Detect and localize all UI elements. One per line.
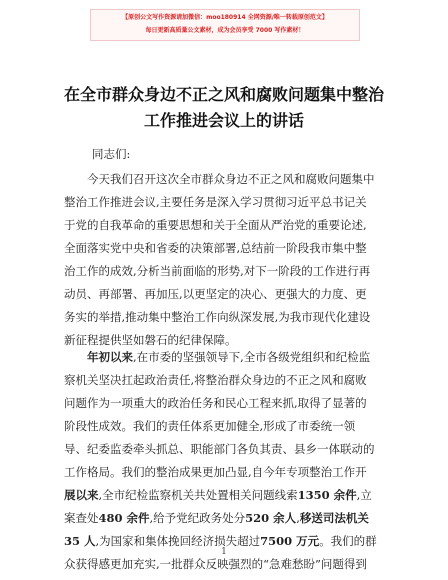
document-title [40,82,408,134]
para2-line: 察机关坚决扛起政治责任,将整治群众身边的不正之风和腐败 [64,373,367,387]
para2-line: 阶段性成效。我们的责任体系更加健全,形成了市委统一领 [64,419,356,433]
para2-text: ,在市委的坚强领导下,全市各级党组织和纪检监 [133,350,371,364]
para2-figure: 520 余人 [245,511,297,525]
para1-line: 动员、再部署、再加压,以更坚定的决心、更强大的力度、更 [64,287,367,301]
para1-line: 全面落实党中央和省委的决策部署,总结前一阶段我市集中整 [64,241,367,255]
para1-line: 新征程提供坚如磐石的纪律保障。 [64,333,237,347]
paragraph-2 [64,346,384,576]
promo-line-1: 【原创公文写作资源请加微信：moo180914 全网资源/唯一转载原创范文】 [122,14,328,21]
para2-text: ,立 [356,488,372,502]
para1-line: 整治工作推进会议,主要任务是深入学习贯彻习近平总书记关 [64,195,367,209]
page-number: 1 [221,547,227,557]
para1-line: 于党的自我革命的重要思想和关于全面从严治党的重要论述, [64,218,367,232]
salutation: 同志们: [92,147,131,161]
para2-text: 。我们的群 [319,534,377,548]
para2-text: ,全市纪检监察机关共处置相关问题线索 [98,488,298,502]
para2-bold: 展以来 [64,488,99,502]
para2-text: 案查处 [64,511,99,525]
paragraph-1 [64,168,384,352]
para2-figure: 480 余件 [98,511,150,525]
para2-text: , [296,511,300,525]
para1-line: 今天我们召开这次全市群众身边不正之风和腐败问题集中 [87,172,375,186]
para2-line: 工作格局。我们的整治成果更加凸显,自今年专项整治工作开 [64,465,367,479]
para2-bold: 移送司法机关 [299,511,369,525]
para2-line: 导、纪委监委牵头抓总、职能部门各负其责、县乡一体联动的 [64,442,375,456]
para2-line: 众获得感更加充实,一批群众反映强烈的“急难愁盼”问题得到 [64,557,367,571]
para2-line [64,346,384,369]
promo-banner [90,9,360,41]
para2-figure: 1350 余件 [297,488,357,502]
para2-lead-bold: 年初以来 [87,350,133,364]
title-line-1: 在全市群众身边不正之风和腐败问题集中整治 [63,85,384,104]
para2-text: ,给予党纪政务处分 [149,511,246,525]
promo-line-2: 每日更新高质量公文素材，成为会员享受 7000 写作素材！ [145,27,305,34]
para1-line: 治工作的成效,分析当前面临的形势,对下一阶段的工作进行再 [64,264,371,278]
para1-line: 务实的举措,推动集中整治工作向纵深发展,为我市现代化建设 [64,310,371,324]
para2-figure: 35 人 [64,534,96,548]
para2-figure: 7500 万元 [260,534,320,548]
para2-line [64,484,384,507]
para2-text: ,为国家和集体挽回经济损失超过 [95,534,261,548]
para2-line: 问题作为一项重大的政治任务和民心工程来抓,取得了显著的 [64,396,367,410]
para2-line [64,507,384,530]
title-line-2: 工作推进会议上的讲话 [143,111,304,130]
